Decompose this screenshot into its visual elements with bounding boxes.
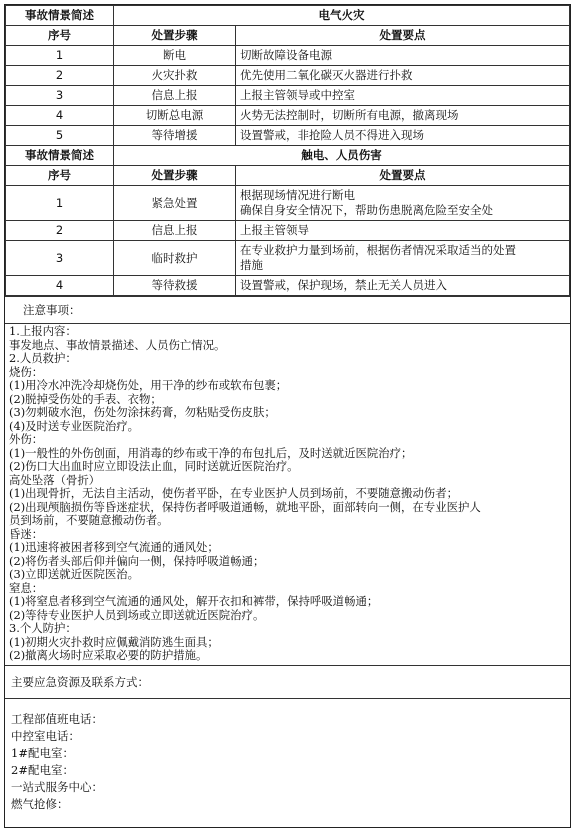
row-step: 火灾扑救 [114,66,236,86]
section-heading-row [6,6,570,26]
notes-line: (3)立即送就近医院医治。 [9,567,140,581]
column-header-row [6,166,570,186]
row-point-line: 上报主管领导 [240,223,309,237]
table-row [6,186,570,221]
row-point-line: 在专业救护力量到场前，根据伤者情况采取适当的处置 [240,243,516,257]
row-step: 临时救护 [114,241,236,276]
row-point: 优先使用二氧化碳灭火器进行扑救 [236,66,570,86]
contact-line: 燃气抢修： [11,796,69,811]
notes-line: (2)撤离火场时应采取必要的防护措施。 [9,648,208,662]
notes-line: 窒息： [9,580,44,595]
col-header-step: 处置步骤 [114,26,236,46]
notes-line: 外伤： [9,432,44,446]
table-row [6,86,570,106]
column-header-row [6,26,570,46]
table-row [6,106,570,126]
notes-line: 烧伤： [9,364,44,379]
table-row [6,126,570,146]
table-row [6,46,570,66]
row-step: 断电 [114,46,236,66]
notes-line: (1)出现骨折，无法自主活动，使伤者平卧，在专业医护人员到场前，不要随意搬动伤者； [9,486,458,500]
row-no: 1 [6,46,114,66]
section-heading-row [6,146,570,166]
col-header-step: 处置步骤 [114,166,236,186]
notes-line: (1)用冷水冲洗冷却烧伤处，用干净的纱布或软布包裹； [9,378,288,392]
row-point: 切断故障设备电源 [236,46,570,66]
contact-line: 1#配电室： [11,745,74,760]
row-point-line: 设置警戒，保护现场，禁止无关人员进入 [240,278,447,292]
notes-line: 高处坠落（骨折） [9,472,101,487]
contacts-body [5,698,570,827]
notes-line: (2)伤口大出血时应立即设法止血，同时送就近医院治疗。 [9,459,299,473]
col-header-no: 序号 [6,26,114,46]
notes-line: (1)迅速将被困者移到空气流通的通风处； [9,540,219,554]
col-header-no: 序号 [6,166,114,186]
col-header-point: 处置要点 [236,26,570,46]
notes-line: (1)初期火灾扑救时应佩戴消防逃生面具； [9,634,219,649]
row-no: 5 [6,126,114,146]
table-row [6,241,570,276]
emergency-procedure-sheet [4,4,571,828]
row-point-line: 措施 [240,258,263,272]
row-no: 4 [6,106,114,126]
notes-line: 3.个人防护： [9,621,77,635]
row-no: 4 [6,276,114,296]
row-point [236,276,570,296]
row-no: 2 [6,66,114,86]
row-step: 紧急处置 [114,186,236,221]
row-point-line: 根据现场情况进行断电 [240,188,355,202]
contact-line: 一站式服务中心： [11,779,103,794]
table-row [6,221,570,241]
notes-line: (1)将窒息者移到空气流通的通风处，解开衣扣和裤带，保持呼吸道畅通； [9,594,379,608]
notes-line: (3)勿刺破水泡，伤处勿涂抹药膏，勿粘贴受伤皮肤； [9,405,276,419]
scenario-title: 电气火灾 [114,6,570,26]
row-point-line: 确保自身安全情况下，帮助伤患脱离危险至安全处 [240,203,493,217]
col-header-point: 处置要点 [236,166,570,186]
contacts-title: 主要应急资源及联系方式： [5,665,570,698]
row-no: 3 [6,86,114,106]
notes-line: (4)及时送专业医院治疗。 [9,418,140,433]
notes-line: (2)将伤者头部后仰并偏向一侧，保持呼吸道畅通； [9,553,265,568]
row-point [236,241,570,276]
notes-title: 注意事项： [5,296,570,323]
row-point: 火势无法控制时，切断所有电源，撤离现场 [236,106,570,126]
row-point: 设置警戒，非抢险人员不得进入现场 [236,126,570,146]
notes-line: (1)一般性的外伤创面，用消毒的纱布或干净的布包扎后，及时送就近医院治疗； [9,445,413,460]
scenario-label: 事故情景简述 [6,6,114,26]
contact-line: 工程部值班电话： [11,711,103,726]
table-row [6,66,570,86]
scenario-label: 事故情景简述 [6,146,114,166]
notes-line: 昏迷： [9,526,44,541]
notes-line: (2)等待专业医护人员到场或立即送就近医院治疗。 [9,607,265,622]
notes-line: (2)出现颅脑损伤等昏迷症状，保持伤者呼吸道通畅，就地平卧，面部转向一侧，在专业医护人 [9,499,481,514]
row-point [236,186,570,221]
row-step: 等待救援 [114,276,236,296]
row-step: 信息上报 [114,86,236,106]
row-point [236,221,570,241]
notes-line: 员到场前，不要随意搬动伤者。 [9,513,169,527]
row-no: 1 [6,186,114,221]
row-no: 3 [6,241,114,276]
contact-line: 2#配电室： [11,762,74,777]
notes-line: 1.上报内容： [9,324,77,338]
row-step: 信息上报 [114,221,236,241]
electrical-fire-table [5,5,570,296]
scenario-title: 触电、人员伤害 [114,146,570,166]
notes-line: 事发地点、事故情景描述、人员伤亡情况。 [9,337,226,352]
row-no: 2 [6,221,114,241]
notes-line: (2)脱掉受伤处的手表、衣物； [9,391,162,406]
table-row [6,276,570,296]
notes-line: 2.人员救护： [9,351,77,365]
row-point: 上报主管领导或中控室 [236,86,570,106]
contact-line: 中控室电话： [11,728,80,743]
row-step: 等待增援 [114,126,236,146]
row-step: 切断总电源 [114,106,236,126]
notes-body [5,323,570,665]
